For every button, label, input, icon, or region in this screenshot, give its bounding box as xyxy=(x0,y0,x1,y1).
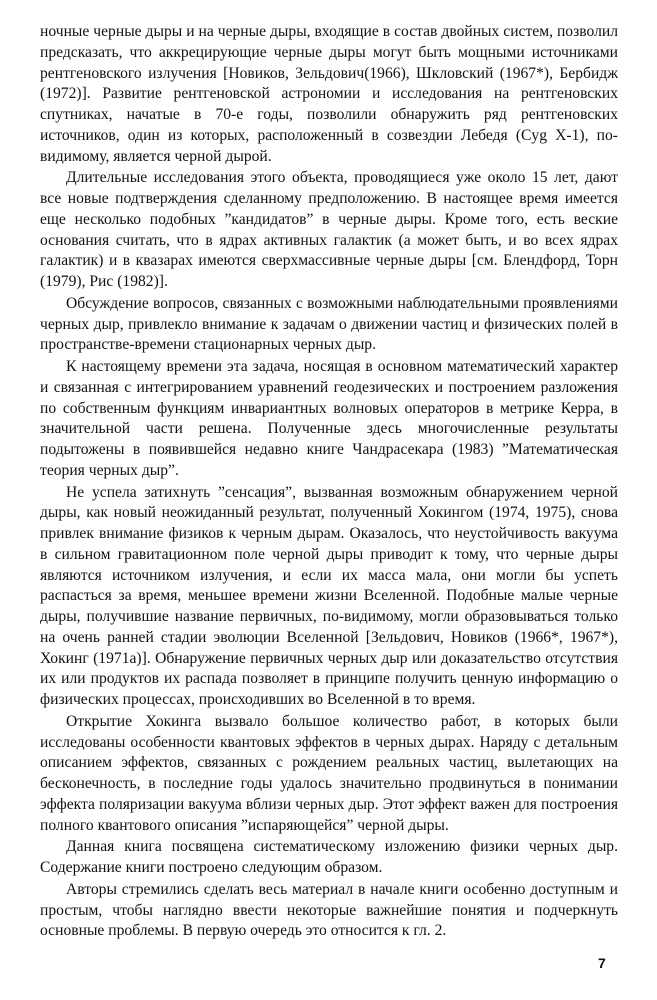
paragraph-authors-intent: Авторы стремились сделать весь материал в начале книги особенно доступным и простым, чтобы наглядно ввести некоторые важнейшие понятия и подчеркнуть основные проблемы. В первую очередь это относится к гл. 2. xyxy=(40,880,618,940)
page-number: 7 xyxy=(598,955,606,971)
paragraph-hawking-discovery: Открытие Хокинга вызвало большое количество работ, в которых были исследованы особенности квантовых эффектов в черных дырах. Наряду с детальным описанием эффектов, связанных с рождением реальных частиц, вылетающих на бесконечность, в последние годы удалось значительно продвинуться в понимании эффекта поляризации вакуума вблизи черных дыр. Этот эффект важен для построения полного квантового описания ”испаряющейся” черной дыры. xyxy=(40,712,618,834)
paragraph-book-purpose: Данная книга посвящена систематическому изложению физики черных дыр. Содержание книги построено следующим образом. xyxy=(40,838,618,876)
paragraph-current-problem: К настоящему времени эта задача, носящая в основном математический характер и связанная с интегрированием уравнений геодезических и построением разложения по собственным функциям инвариантных волновых операторов в метрике Керра, в значительной части решена. Полученные здесь многочисленные результаты подытожены в появившейся недавно книге Чандрасекара (1983) ”Математическая теория черных дыр”. xyxy=(40,358,618,479)
paragraph-hawking-sensation: Не успела затихнуть ”сенсация”, вызванная возможным обнаружением черной дыры, как новый неожиданный результат, полученный Хокингом (1974, 1975), снова привлек внимание физиков к черным дырам. Оказалось, что неустойчивость вакуума в сильном гравитационном поле черной дыры приводит к тому, что черные дыры являются источником излучения, и если их масса мала, они могли бы успеть распасться за время, меньшее времени жизни Вселенной. Подобные малые черные дыры, получившие название первичных, по-видимому, могли образовываться только на очень ранней стадии эволюции Вселенной [Зельдович, Новиков (1966*, 1967*), Хокинг (1971а)]. Обнаружение первичных черных дыр или доказательство отсутствия их или продуктов их распада позволяет в принципе получить ценную информацию о физических процессах, происходивших во Вселенной в то время. xyxy=(40,483,618,708)
paragraph-observational-discussion: Обсуждение вопросов, связанных с возможными наблюдательными проявлениями черных дыр, привлекло внимание к задачам о движении частиц и физических полей в пространстве-времени стационарных черных дыр. xyxy=(40,294,618,354)
paragraph-continuation: ночные черные дыры и на черные дыры, входящие в состав двойных систем, позволил предсказать, что аккрецирующие черные дыры могут быть мощными источниками рентгеновского излучения [Новиков, Зельдович(1966), Шкловский (1967*), Бербидж (1972)]. Развитие рентгеновской астрономии и исследования на рентгеновских спутниках, начатые в 70-е годы, позволили обнаружить ряд рентгеновских источников, один из которых, расположенный в созвездии Лебедя (Cyg X-1), по-видимому, является черной дырой. xyxy=(40,23,618,165)
page-body xyxy=(40,22,618,943)
paragraph-long-studies: Длительные исследования этого объекта, проводящиеся уже около 15 лет, дают все новые подтверждения сделанному предположению. В настоящее время имеется еще несколько подобных ”кандидатов” в черные дыры. Кроме того, есть веские основания считать, что в ядрах активных галактик (а может быть, и во всех ядрах галактик) и в квазарах имеются сверхмассивные черные дыры [см. Блендфорд, Торн (1979), Рис (1982)]. xyxy=(40,169,618,290)
